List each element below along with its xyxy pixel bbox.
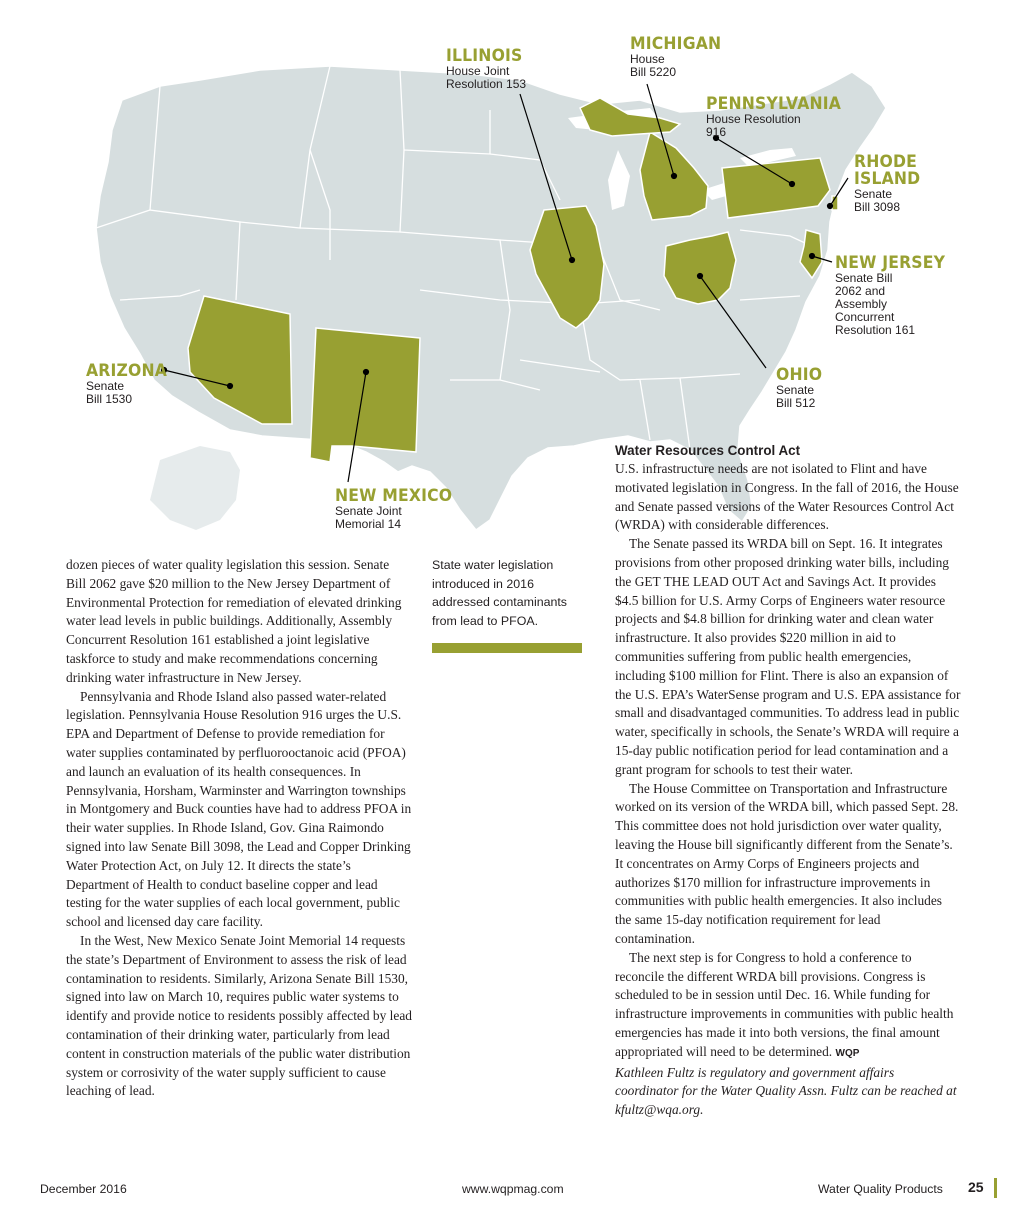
bill-arizona-line2: Bill 1530 <box>86 392 133 406</box>
label-ohio <box>776 367 826 410</box>
state-new-mexico <box>310 328 420 462</box>
bill-ohio-line1: Senate <box>776 383 815 397</box>
label-arizona <box>86 363 174 406</box>
state-name-new-jersey: NEW JERSEY <box>835 253 946 273</box>
state-name-ohio: OHIO <box>776 365 823 385</box>
right-paragraph-1: U.S. infrastructure needs are not isolated to Flint and have motivated legislation in Congress. In the fall of 2016, the House and Senate passed versions of the Water Resources Control Act (WRDA) with considerable differences. <box>615 461 959 533</box>
state-name-rhode-island-line1: RHODE <box>854 152 918 172</box>
bill-arizona-line1: Senate <box>86 379 125 393</box>
label-illinois <box>446 48 529 91</box>
bill-illinois-line2: Resolution 153 <box>446 77 527 91</box>
footer-magazine-name: Water Quality Products <box>818 1182 943 1196</box>
page-footer <box>0 1178 1024 1208</box>
bill-rhode-island-line2: Bill 3098 <box>854 200 901 214</box>
state-name-michigan: MICHIGAN <box>630 34 722 54</box>
left-article-column <box>66 556 412 1101</box>
bill-new-jersey-line5: Resolution 161 <box>835 323 916 337</box>
bill-new-mexico-line2: Memorial 14 <box>335 517 402 531</box>
author-bio: Kathleen Fultz is regulatory and government affairs coordinator for the Water Quality Assn. Fultz can be reached at kfultz@wqa.org. <box>615 1064 957 1118</box>
footer-url[interactable]: www.wqpmag.com <box>462 1182 564 1196</box>
state-name-pennsylvania: PENNSYLVANIA <box>706 94 842 114</box>
right-paragraph-2: The Senate passed its WRDA bill on Sept. 16. It integrates provisions from other proposed drinking water bills, including the GET THE LEAD OUT Act and Savings Act. It provides $4.5 billion for U.S. Army Corps of Engineers water resource projects and $4.8 billion for drinking water and clean water infrastructure. It also provides $220 million in aid to communities suffering from public health emergencies, including $100 million for Flint. There is also an expansion of the U.S. EPA’s WaterSense program and U.S. EPA assistance for small and disadvantaged communities. To address lead in public water, specifically in schools, the Senate’s WRDA will require a 15-day public notification period for lead contamination and a grant program for schools to test their water. <box>615 536 961 777</box>
bill-new-jersey-line2: 2062 and <box>835 284 886 298</box>
end-mark: WQP <box>835 1047 860 1059</box>
right-paragraph-3: The House Committee on Transportation and Infrastructure worked on its version of the WRDA bill, which passed Sept. 28. This committee does not hold jurisdiction over water quality, leaving the House bill significantly different from the Senate’s. It concentrates on Army Corps of Engineers projects and authorizes $170 million for infrastructure improvements in communities with public health emergencies. It also includes the same 15-day notification requirement for lead contamination. <box>615 780 959 946</box>
caption-accent-bar <box>432 643 582 653</box>
bill-rhode-island-line1: Senate <box>854 187 893 201</box>
right-article-column <box>615 442 961 1120</box>
state-name-illinois: ILLINOIS <box>446 46 523 66</box>
bill-new-jersey-line3: Assembly <box>835 297 888 311</box>
bill-new-jersey-line1: Senate Bill <box>835 271 893 285</box>
bill-pennsylvania-line1: House Resolution <box>706 112 801 126</box>
label-pennsylvania <box>706 96 853 139</box>
left-paragraph-1: dozen pieces of water quality legislation this session. Senate Bill 2062 gave $20 million to the New Jersey Department of Environmental Protection for remediation of elevated drinking water lead levels in public buildings. Additionally, Assembly Concurrent Resolution 161 established a joint legislative taskforce to study and make recommendations concerning drinking water infrastructure in New Jersey. <box>66 557 402 685</box>
label-rhode-island <box>854 154 926 214</box>
right-paragraph-4-text: The next step is for Congress to hold a conference to reconcile the different WRDA bill provisions. Congress is scheduled to be in session until Dec. 16. While funding for infrastructure improvements in communities with public health emergencies has made it into both versions, the final amount appropriated will need to be determined. <box>615 949 954 1059</box>
bill-new-mexico-line1: Senate Joint <box>335 504 402 518</box>
bill-illinois-line1: House Joint <box>446 64 510 78</box>
state-name-new-mexico: NEW MEXICO <box>335 486 453 506</box>
state-name-rhode-island-line2: ISLAND <box>854 169 921 189</box>
label-new-mexico <box>335 488 462 531</box>
state-name-arizona: ARIZONA <box>86 361 168 381</box>
left-paragraph-3: In the West, New Mexico Senate Joint Memorial 14 requests the state’s Department of Environment to assess the risk of lead contamination to residents. Similarly, Arizona Senate Bill 1530, signed into law on March 10, requires public water systems to identify and provide notice to residents possibly affected by lead contamination of their drinking water, particularly from lead content in construction materials of the public water distribution system or corrosivity of the water supply sufficient to cause leaching of lead. <box>66 932 412 1099</box>
bill-ohio-line2: Bill 512 <box>776 396 816 410</box>
alaska-shape <box>150 446 240 530</box>
section-heading: Water Resources Control Act <box>615 443 801 458</box>
map-caption: State water legislation introduced in 2016 addressed contaminants from lead to PFOA. <box>432 558 568 628</box>
bill-michigan-line1: House <box>630 52 665 66</box>
right-paragraph-4 <box>615 949 961 1064</box>
bill-new-jersey-line4: Concurrent <box>835 310 895 324</box>
left-paragraph-2: Pennsylvania and Rhode Island also passed water-related legislation. Pennsylvania House Resolution 916 urges the U.S. EPA and Department of Defense to provide remediation for water supplies contaminated by perfluorooctanoic acid (PFOA) and launch an evaluation of its health consequences. In Pennsylvania, Horsham, Warminster and Warrington townships in Montgomery and Buck counties have had to address PFOA in their water supplies. In Rhode Island, Gov. Gina Raimondo signed into law Senate Bill 3098, the Lead and Copper Drinking Water Protection Act, on July 12. It directs the state’s Department of Health to conduct baseline copper and lead testing for the water supplies of each local government, public school and licensed day care facility. <box>66 688 412 930</box>
footer-date: December 2016 <box>40 1182 127 1196</box>
label-michigan <box>630 36 729 79</box>
page-number: 25 <box>968 1179 984 1195</box>
footer-accent-bar <box>994 1178 997 1198</box>
bill-pennsylvania-line2: 916 <box>706 125 727 139</box>
bill-michigan-line2: Bill 5220 <box>630 65 677 79</box>
label-new-jersey <box>835 255 955 337</box>
